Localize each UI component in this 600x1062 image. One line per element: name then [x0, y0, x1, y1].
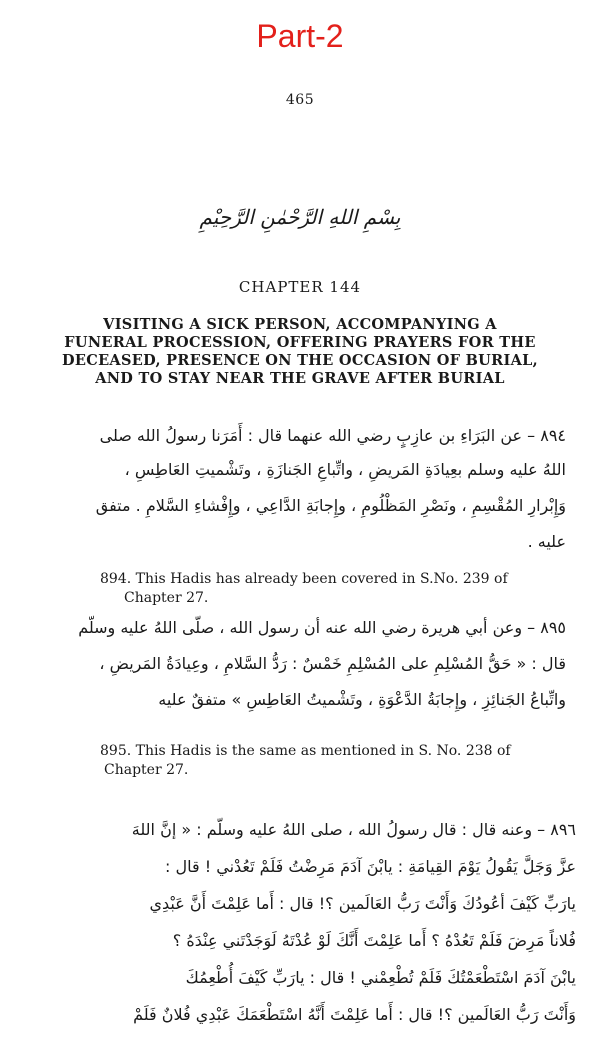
note-number: 894. [100, 571, 132, 587]
hadith-895-arabic-line: ٨٩٥ – وعن أبي هريرة رضي الله عنه أن رسول الله ، صلّى اللهُ عليه وسلّم [78, 618, 566, 637]
hadith-895-note [100, 742, 580, 761]
hadith-896-arabic-line: ٨٩٦ – وعنه قال : قال رسولُ الله ، صلى اللهُ عليه وسلّم : « إنَّ اللهَ [131, 820, 576, 839]
hadith-896-arabic-line: فُلاناً مَرِضَ فَلَمْ تَعُدْهُ ؟ أَما عَلِمْتَ أَنَّكَ لَوْ عُدْتَهُ لَوَجَدْتَني عِنْدَهُ ؟ [172, 931, 576, 950]
hadith-894-arabic-line: ٨٩٤ – عن البَرَاءِ بن عازِبٍ رضي الله عنهما قال : أَمَرَنا رسولُ الله صلى [99, 426, 566, 445]
hadith-896-arabic-line: عزَّ وَجَلَّ يَقُولُ يَوْمَ القِيامَةِ : يابْنَ آدَمَ مَرِضْتُ فَلَمْ تَعُدْني ! قال : [165, 857, 576, 876]
note-number: 895. [100, 743, 132, 759]
hadith-894-note-cont: Chapter 27. [124, 590, 209, 606]
basmala-calligraphy: بِسْمِ اللهِ الرَّحْمٰنِ الرَّحِيْمِ [199, 205, 401, 229]
hadith-896-arabic-line: يارَبِّ كَيْفَ أعُودُكَ وَأَنْتَ رَبُّ العَالَمين ؟! قال : أَما عَلِمْتَ أَنَّ عَبْدِي [149, 894, 576, 913]
hadith-894-arabic-line: اللهُ عليه وسلم بعِيادَةِ المَريضِ ، واتِّباعِ الجَنازَةِ ، وتَشْميتِ العَاطِسِ ، [124, 460, 566, 479]
hadith-895-arabic-line: قال : « حَقُّ المُسْلِمِ على المُسْلِمِ خَمْسٌ : رَدُّ السَّلامِ ، وعِيادَةُ المَريضِ ، [99, 654, 566, 673]
note-text: This Hadis is the same as mentioned in S. No. 238 of [135, 743, 511, 759]
chapter-title: CHAPTER 144 [238, 278, 362, 296]
hadith-896-arabic-line: وَأَنْتَ رَبُّ العَالَمين ؟! قال : أَما عَلِمْتَ أَنَّهُ اسْتَطْعَمَكَ عَبْدِي فُلانٌ فَلَمْ [133, 1005, 576, 1024]
part-label: Part-2 [256, 18, 344, 54]
hadith-894-arabic-line: وَإِبْرارِ المُقْسِمِ ، ونَصْرِ المَظْلُومِ ، وإِجابَةِ الدَّاعِي ، وإِفْشاءِ السَّلامِ . متفق [95, 496, 566, 515]
note-text: This Hadis has already been covered in S.No. 239 of [135, 571, 508, 587]
page-number: 465 [285, 92, 315, 108]
chapter-heading: VISITING A SICK PERSON, ACCOMPANYING A FUNERAL PROCESSION, OFFERING PRAYERS FOR THE DECEASED, PRESENCE ON THE OCCASION OF BURIAL, AND TO STAY NEAR THE GRAVE AFTER BURIAL [62, 316, 538, 387]
hadith-895-note-cont: Chapter 27. [104, 762, 189, 778]
hadith-895-arabic-line: واتِّباعُ الجَنائِزِ ، وإِجابَةُ الدَّعْوَةِ ، وتَشْميتُ العَاطِسِ » متفقٌ عليه [158, 690, 566, 709]
hadith-896-arabic-line: يابْنَ آدَمَ اسْتَطْعَمْتُكَ فَلَمْ تُطْعِمْني ! قال : يارَبِّ كَيْفَ أُطْعِمُكَ [185, 968, 576, 987]
hadith-894-note [100, 570, 570, 589]
hadith-894-arabic-line: عليه . [527, 532, 566, 551]
